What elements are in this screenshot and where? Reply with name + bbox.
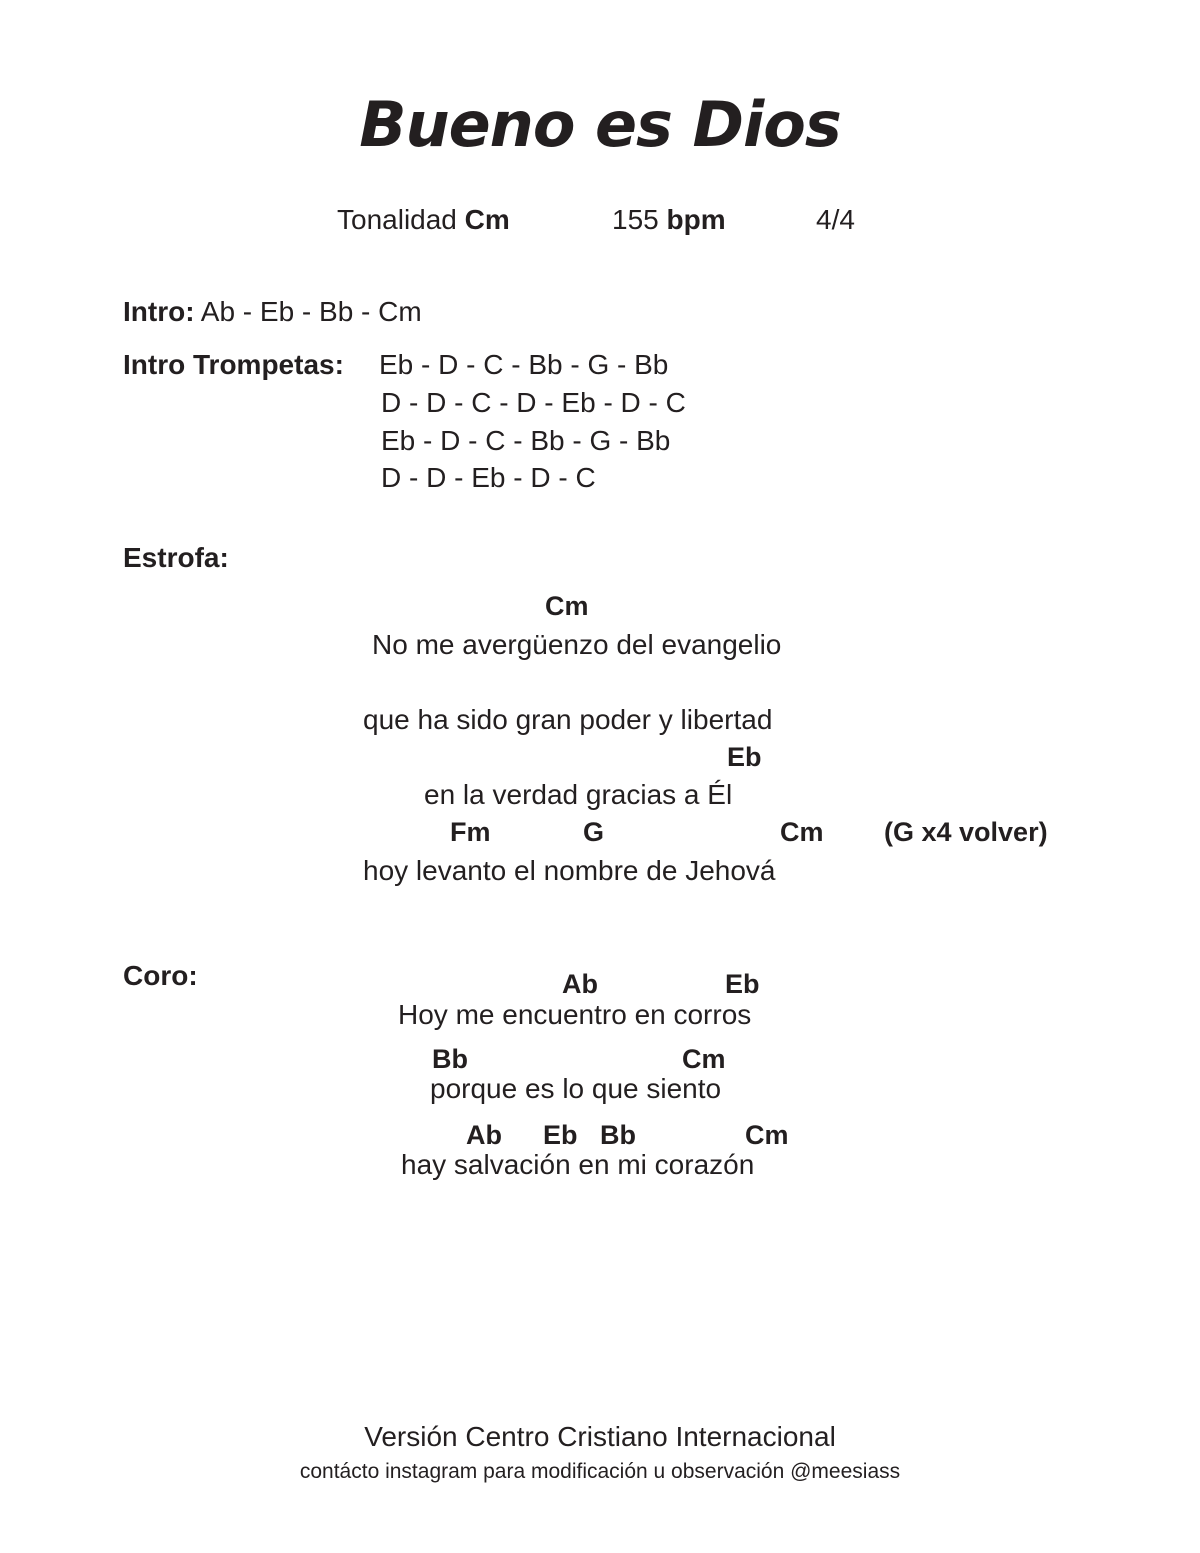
- intro-section: [123, 296, 422, 328]
- chorus-label: Coro:: [123, 960, 198, 991]
- lyric-line: que ha sido gran poder y libertad: [363, 704, 773, 735]
- time-signature: 4/4: [816, 204, 855, 235]
- chord: Ab: [466, 1120, 502, 1150]
- version-credit: Versión Centro Cristiano Internacional: [364, 1421, 836, 1452]
- intro-chords: Ab - Eb - Bb - Cm: [200, 296, 422, 327]
- chord: Cm: [545, 591, 589, 621]
- chord: Bb: [600, 1120, 636, 1150]
- chord: Ab: [562, 969, 598, 999]
- contact-note: contácto instagram para modificación u observación @meesiass: [299, 1460, 901, 1483]
- verse-label: Estrofa:: [123, 542, 229, 573]
- key-value: Cm: [464, 204, 510, 235]
- bpm-label: bpm: [666, 204, 726, 235]
- tempo-info: [612, 204, 726, 236]
- trumpet-line: Eb - D - C - Bb - G - Bb: [381, 425, 671, 456]
- key-info: [337, 204, 510, 236]
- trumpet-line: D - D - Eb - D - C: [381, 462, 596, 493]
- lyric-line: hoy levanto el nombre de Jehová: [363, 855, 776, 886]
- chord: Eb: [543, 1120, 578, 1150]
- trumpet-line: Eb - D - C - Bb - G - Bb: [379, 349, 669, 380]
- lyric-line: No me avergüenzo del evangelio: [372, 629, 782, 660]
- chord: Cm: [780, 817, 824, 847]
- bpm-value: 155: [612, 204, 659, 235]
- intro-trumpets-label: Intro Trompetas:: [123, 349, 344, 380]
- trumpet-line: D - D - C - D - Eb - D - C: [381, 387, 686, 418]
- chord: Eb: [725, 969, 760, 999]
- intro-label: Intro:: [123, 296, 195, 327]
- lyric-line: Hoy me encuentro en corros: [398, 999, 752, 1030]
- lyric-line: hay salvación en mi corazón: [401, 1149, 755, 1180]
- chord: Cm: [682, 1044, 726, 1074]
- key-label: Tonalidad: [337, 204, 457, 235]
- lyric-line: porque es lo que siento: [430, 1073, 722, 1104]
- chord: Fm: [450, 817, 491, 847]
- chord: Eb: [727, 742, 762, 772]
- lyric-line: en la verdad gracias a Él: [424, 779, 733, 810]
- song-title: Bueno es Dios: [359, 88, 841, 161]
- chord: Bb: [432, 1044, 468, 1074]
- verse-note: (G x4 volver): [884, 817, 1048, 847]
- chord: G: [583, 817, 605, 847]
- chord: Cm: [745, 1120, 789, 1150]
